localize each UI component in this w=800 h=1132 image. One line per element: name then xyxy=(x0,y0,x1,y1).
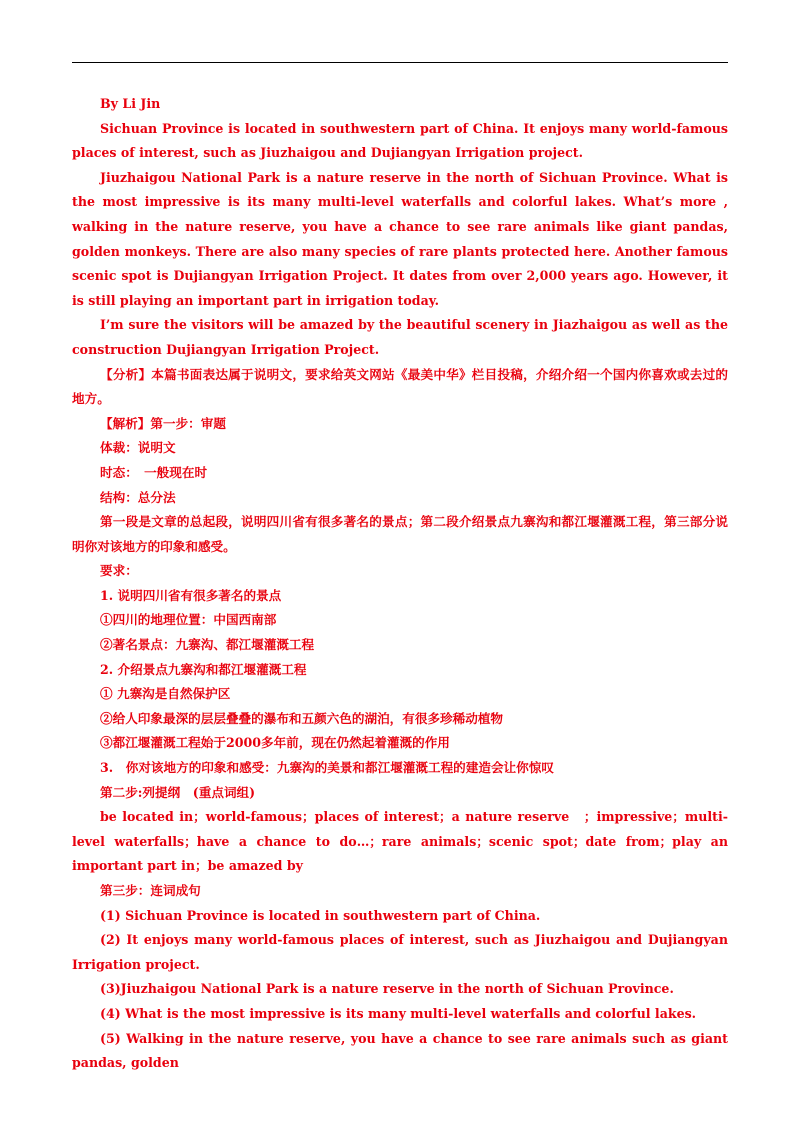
document-body xyxy=(72,92,728,1076)
requirement-item: 1. 说明四川省有很多著名的景点 xyxy=(100,587,282,603)
requirement-item: 3. 你对该地方的印象和感受：九寨沟的美景和都江堰灌溉工程的建造会让你惊叹 xyxy=(100,760,554,776)
step1-title: 【解析】第一步：审题 xyxy=(100,415,226,431)
requirement-item: ① 九寨沟是自然保护区 xyxy=(100,686,231,702)
byline: By Li Jin xyxy=(100,96,161,111)
sentence-item: (1) Sichuan Province is located in southwestern part of China. xyxy=(100,907,541,923)
tense-line: 时态： 一般现在时 xyxy=(100,464,208,480)
step2-title: 第二步:列提纲 (重点词组) xyxy=(100,784,256,800)
sentence-item: (2) It enjoys many world-famous places of interest, such as Jiuzhaigou and Dujiangyan Irrigation project. xyxy=(72,932,728,972)
structure-line: 结构：总分法 xyxy=(100,489,176,505)
sentence-item: (5) Walking in the nature reserve, you have a chance to see rare animals such as giant pandas, golden xyxy=(72,1030,728,1071)
requirements-title: 要求： xyxy=(100,563,138,579)
key-phrases: be located in；world-famous；places of interest；a nature reserve ；impressive；multi-level waterfalls；have a chance to do…；rare animals；scenic spot；date from；play an important part in；be amazed by xyxy=(72,809,728,874)
sentence-item: (3)Jiuzhaigou National Park is a nature reserve in the north of Sichuan Province. xyxy=(100,981,674,997)
essay-paragraph-1: Sichuan Province is located in southwestern part of China. It enjoys many world-famous places of interest, such as Jiuzhaigou and Dujiangyan Irrigation project. xyxy=(72,120,728,161)
genre-line: 体裁：说明文 xyxy=(100,440,176,456)
structure-detail: 第一段是文章的总起段，说明四川省有很多著名的景点；第二段介绍景点九寨沟和都江堰灌溉工程，第三部分说明你对该地方的印象和感受。 xyxy=(72,514,728,554)
requirement-item: ②给人印象最深的层层叠叠的瀑布和五颜六色的湖泊，有很多珍稀动植物 xyxy=(100,710,503,726)
requirement-item: 2. 介绍景点九寨沟和都江堰灌溉工程 xyxy=(100,661,307,677)
header-rule xyxy=(72,62,728,63)
requirement-item: ②著名景点：九寨沟、都江堰灌溉工程 xyxy=(100,637,315,653)
step3-title: 第三步：连词成句 xyxy=(100,883,201,898)
sentence-item: (4) What is the most impressive is its many multi-level waterfalls and colorful lakes. xyxy=(100,1005,697,1021)
requirement-item: ③都江堰灌溉工程始于2000多年前，现在仍然起着灌溉的作用 xyxy=(100,735,450,751)
analysis-paragraph: 【分析】本篇书面表达属于说明文，要求给英文网站《最美中华》栏目投稿，介绍介绍一个国内你喜欢或去过的地方。 xyxy=(72,366,728,407)
essay-paragraph-3: I’m sure the visitors will be amazed by the beautiful scenery in Jiazhaigou as well as the construction Dujiangyan Irrigation Project. xyxy=(72,317,728,357)
essay-paragraph-2: Jiuzhaigou National Park is a nature reserve in the north of Sichuan Province. What is the most impressive is its many multi-level waterfalls and colorful lakes. What’s more , walking in the nature reserve, you have a chance to see rare animals like giant pandas, golden monkeys. There are also many species of rare plants protected here. Another famous scenic spot is Dujiangyan Irrigation Project. It dates from over 2,000 years ago. However, it is still playing an important part in irrigation today. xyxy=(72,169,728,308)
requirement-item: ①四川的地理位置：中国西南部 xyxy=(100,612,277,628)
